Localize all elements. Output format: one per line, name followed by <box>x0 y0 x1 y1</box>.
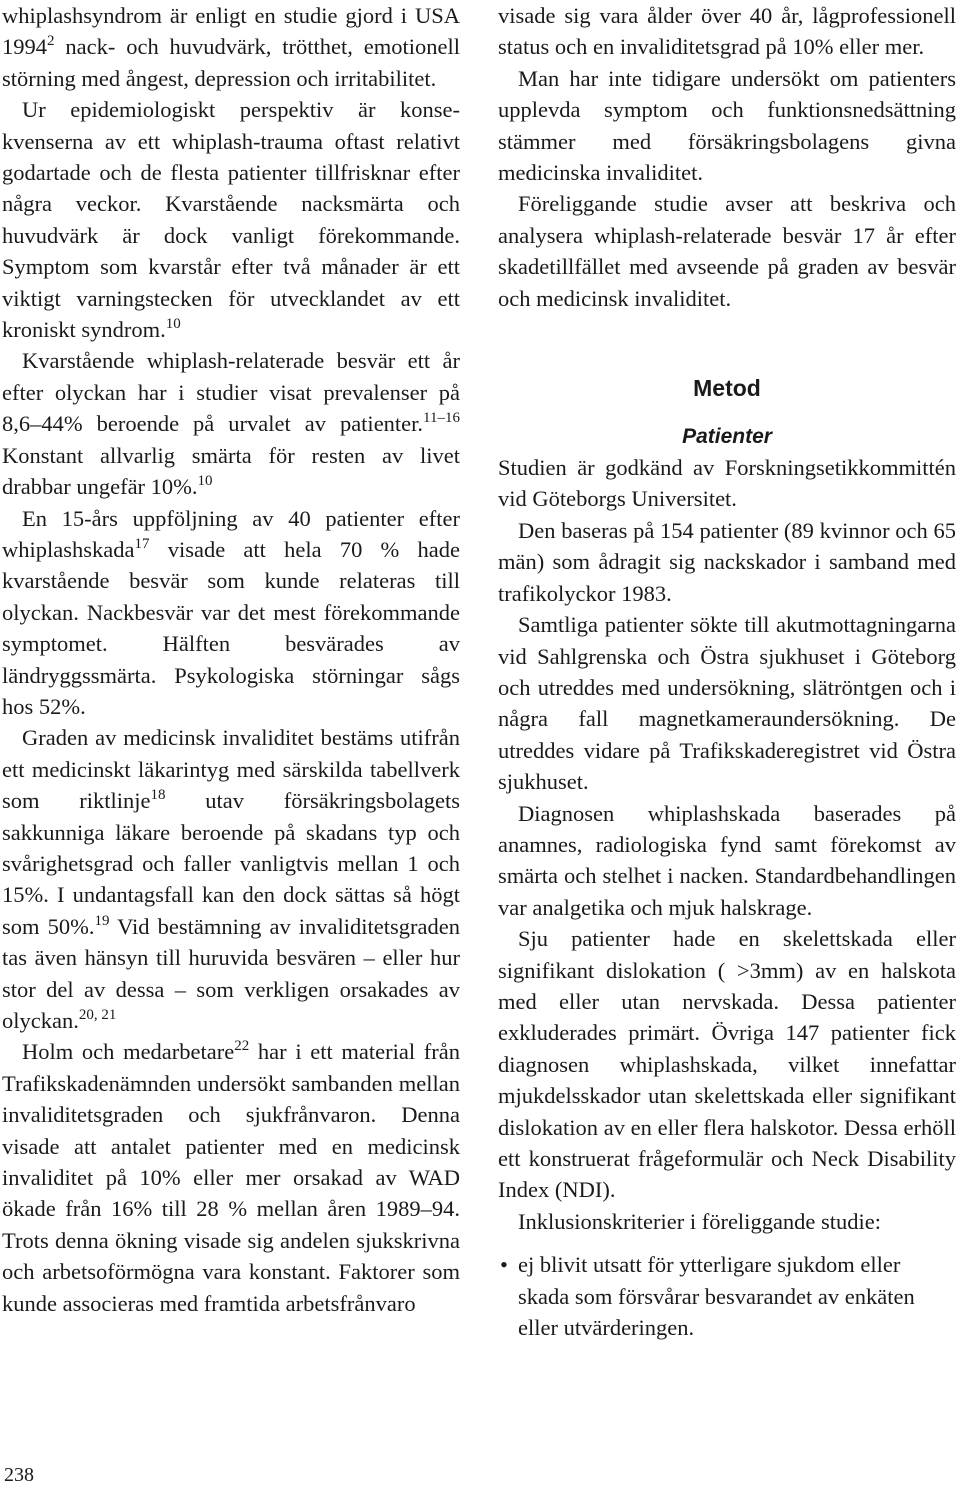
paragraph-symptoms <box>2 0 460 94</box>
text-run: Konstant allvarlig smärta för resten av livet drabbar ungefär 10%. <box>2 442 460 500</box>
text-run: whiplashsyndrom är enligt en studie gjord i USA 1994 <box>2 3 460 60</box>
paragraph-inclusion-intro: Inklusionskriterier i föreliggande studie: <box>518 1208 882 1234</box>
reference-superscript: 20, 21 <box>78 1007 117 1023</box>
reference-superscript: 10 <box>197 473 213 490</box>
text-run: Graden av medicinsk invaliditet bestäms utifrån ett medicinskt läkarintyg med särskilda tabellverk som riktlinje <box>2 725 460 814</box>
reference-superscript: 2 <box>47 33 55 50</box>
paragraph-cohort: Den baseras på 154 patienter (89 kvinnor och 65 män) som ådragit sig nackskador i samband med trafikolyckor 1983. <box>498 517 956 606</box>
page-number: 238 <box>4 1464 34 1486</box>
paragraph-emergency: Samtliga patienter sökte till akutmottagningarna vid Sahlgrenska och Östra sjukhuset i Göteborg och utreddes med undersökning, slätröntgen och i några fall magnetkameraundersökning. De utreddes vidare på Trafikskaderegistret vid Östra sjukhuset. <box>498 612 956 795</box>
text-run: Vid bestämning av invaliditetsgraden tas även hänsyn till huruvida besvären – eller hur stor del av dessa – som verkligen orsakades av olyckan. <box>2 913 460 1033</box>
paragraph-invalidity <box>2 722 460 1036</box>
right-column <box>498 0 956 1343</box>
paragraph-exclusion: Sju patienter hade en skelettskada eller signifikant dislokation ( >3mm) av en halskota med eller utan nervskada. Dessa patienter exkluderades primärt. Övriga 147 patienter fick diagnosen whiplashskada, vilket innefattar mjukdelsskador utan skelettskada eller signifikant dislokation av en eller flera halskotor. Dessa erhöll ett konstruerat frågeformulär och Neck Disability Index (NDI). <box>498 926 956 1203</box>
paragraph-ethics: Studien är godkänd av Forskningsetikkommittén vid Göteborgs Universitet. <box>498 455 956 512</box>
paragraph-followup <box>2 503 460 723</box>
text-run: En 15-års uppföljning av 40 patienter efter whiplashskada <box>2 505 460 562</box>
text-run: nack- och huvudvärk, trötthet, emotionell störning med ångest, depression och irritabilitet. <box>2 34 460 91</box>
subsection-heading-patients: Patienter <box>682 425 772 449</box>
section-heading-method: Metod <box>693 375 761 402</box>
paragraph-continuation: visade sig vara ålder över 40 år, lågprofessionell status och en invaliditetsgrad på 10% eller mer. <box>498 3 956 60</box>
reference-superscript: 22 <box>234 1038 250 1055</box>
paragraph-study-aim: Föreliggande studie avser att beskriva och analysera whiplash-relaterade besvär 17 år efter skadetillfället med avseende på graden av besvär och medicinsk invaliditet. <box>498 191 956 311</box>
text-run: Holm och medarbetare <box>22 1039 235 1065</box>
reference-superscript: 11–16 <box>423 410 460 427</box>
left-column <box>2 0 460 1319</box>
text-run: Ur epidemiologiskt perspektiv är konsekvenserna av ett whiplash-trauma oftast relativt godartade och de flesta patienter tillfrisknar efter några veckor. Kvarstående nacksmärta och huvudvärk är dock vanligt förekommande. Symptom som kvarstår efter två månader är ett viktigt varningstecken för utvecklandet av ett kroniskt syndrom. <box>2 97 460 343</box>
bullet-icon: • <box>500 1252 508 1278</box>
list-item-text: ej blivit utsatt för ytterligare sjukdom eller skada som försvårar besvarandet av enkäten eller utvärderingen. <box>518 1252 915 1341</box>
paragraph-holm <box>2 1036 460 1319</box>
paragraph-diagnosis: Diagnosen whiplashskada baserades på anamnes, radiologiska fynd samt förekomst av smärta och stelhet i nacken. Standardbehandlingen var analgetika och mjuk halskrage. <box>498 800 956 920</box>
paragraph-not-studied: Man har inte tidigare undersökt om patienters upplevda symptom och funktionsnedsättning stämmer med försäkringsbolagens givna medicinska invaliditet. <box>498 65 956 186</box>
paragraph-prevalence <box>2 345 460 502</box>
reference-superscript: 17 <box>134 535 150 552</box>
text-run: utav försäkringsbolagets sakkunniga läkare beroende på skadans typ och svårighetsgrad och faller vanligtvis mellan 1 och 15%. I undantagsfall kan den dock sättas så högt som 50%. <box>2 788 460 939</box>
list-item <box>498 1249 956 1343</box>
inclusion-criteria-list <box>498 1249 956 1343</box>
reference-superscript: 10 <box>165 316 181 333</box>
text-run: Kvarstående whiplash-relaterade besvär ett år efter olyckan har i studier visat prevalenser på 8,6–44% beroende på urvalet av patienter. <box>2 348 460 437</box>
paragraph-epidemiology <box>2 94 460 345</box>
reference-superscript: 19 <box>94 912 110 929</box>
text-run: visade att hela 70 % hade kvarstående besvär som kunde relateras till olyckan. Nackbesvär var det mest förekommande symptomet. Hälften besvärades av ländryggssmärta. Psykologiska störningar sågs hos 52%. <box>2 536 460 719</box>
reference-superscript: 18 <box>150 787 166 804</box>
text-run: har i ett material från Trafikskadenämnden undersökt sambanden mellan invaliditetsgraden och sjukfrånvaron. Denna visade att antalet patienter med en medicinsk invaliditet på 10% eller mer orsakad av WAD ökade från 16% till 28 % mellan åren 1989–94. Trots denna ökning visade sig andelen sjukskrivna och arbetsoförmögna vara konstant. Faktorer som kunde associeras med framtida arbetsfrånvaro <box>2 1039 460 1316</box>
